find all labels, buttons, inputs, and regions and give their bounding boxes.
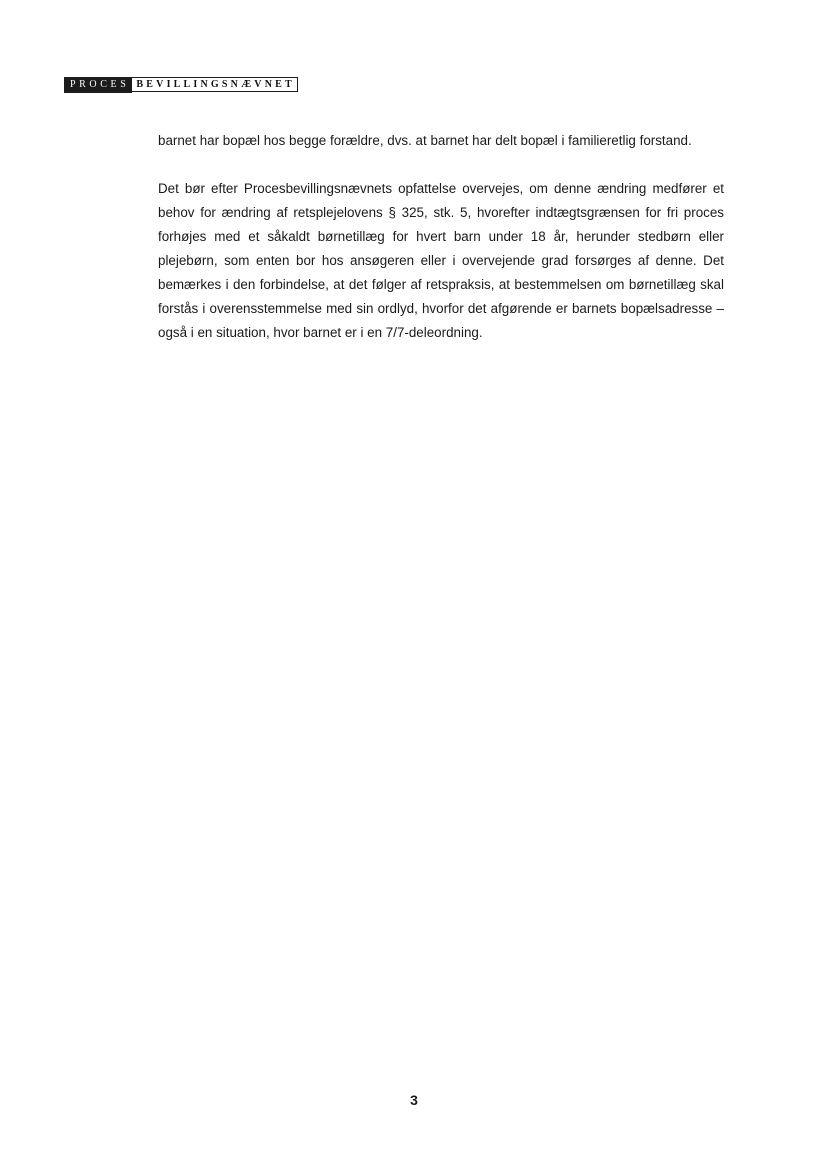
paragraph-main: Det bør efter Procesbevillingsnævnets opfattelse overvejes, om denne ændring medfører et behov for ændring af retsplejelovens § 325, stk. 5, hvorefter indtægtsgrænsen for fri proces forhøjes med et såkaldt børnetillæg for hvert barn under 18 år, herunder stedbørn eller plejebørn, som enten bor hos ansøgeren eller i overvejende grad forsørges af denne. Det bemærkes i den forbindelse, at det følger af retspraksis, at bestemmelsen om børnetillæg skal forstås i overensstemmelse med sin ordlyd, hvorfor det afgørende er barnets bopælsadresse – også i en situation, hvor barnet er i en 7/7-deleordning. xyxy=(158,181,724,340)
paragraph-continuation: barnet har bopæl hos begge forældre, dvs. at barnet har delt bopæl i familieretlig forstand. xyxy=(158,133,692,148)
page-number: 3 xyxy=(410,1092,418,1108)
logo-bevillingsnaevnet-text: BEVILLINGSNÆVNET xyxy=(132,77,297,92)
body-text xyxy=(158,129,724,345)
letterhead-logo xyxy=(64,77,298,93)
logo-proces-text: PROCES xyxy=(64,77,132,93)
